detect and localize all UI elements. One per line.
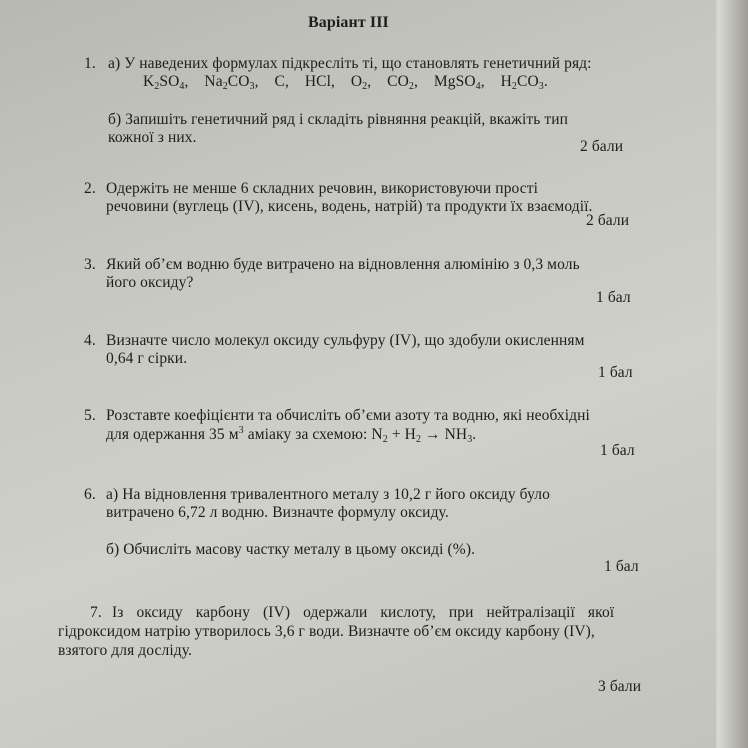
q7-line3: взятого для досліду. <box>58 642 193 659</box>
page-title: Варіант III <box>308 14 389 31</box>
q3-line1: Який об’єм водню буде витрачено на відновлення алюмінію з 0,3 моль <box>106 256 580 273</box>
q1-number: 1. <box>84 55 96 72</box>
q4-score: 1 бал <box>598 364 633 381</box>
q2-line1: Одержіть не менше 6 складних речовин, використовуючи прості <box>106 180 539 197</box>
q7-score: 3 бали <box>598 678 642 695</box>
q6-part-b: б) Обчисліть масову частку металу в цьому оксиді (%). <box>106 541 476 558</box>
q1-part-b-line1: б) Запишіть генетичний ряд і складіть рівняння реакцій, вкажіть тип <box>108 111 569 128</box>
q2-score: 2 бали <box>586 212 630 229</box>
q4-line1: Визначте число молекул оксиду сульфуру (IV), що здобули окисленням <box>106 332 585 349</box>
q7-number: 7. <box>90 604 102 621</box>
q6-part-a-line1: а) На відновлення тривалентного металу з 10,2 г його оксиду було <box>106 486 550 503</box>
q2-number: 2. <box>84 180 96 197</box>
q6-score: 1 бал <box>604 558 639 575</box>
q5-score: 1 бал <box>600 442 635 459</box>
q6-part-a-line2: витрачено 6,72 л водню. Визначте формулу оксиду. <box>106 504 449 521</box>
q5-line1: Розставте коефіцієнти та обчисліть об’єми азоту та водню, які необхідні <box>106 407 590 424</box>
q3-line2: його оксиду? <box>106 274 194 291</box>
q1-score: 2 бали <box>580 138 624 155</box>
q7-line1: Із оксиду карбону (IV) одержали кислоту, при нейтралізації якої <box>112 604 615 621</box>
q1-formulas: $K_2SO_4$, $Na_2CO_3$, C, HCl, $O_2$, $CO_2$, MgSO$_4$, $H_2CO_3$. <box>143 73 548 92</box>
q6-number: 6. <box>84 486 96 503</box>
q5-number: 5. <box>84 407 96 424</box>
q5-line2: для одержання 35 $м^3$ аміаку за схемою: $N_2 + H_2 \to NH_3$. <box>106 425 477 445</box>
q3-score: 1 бал <box>596 289 631 306</box>
q1-part-b-line2: кожної з них. <box>108 129 197 146</box>
q4-line2: 0,64 г сірки. <box>106 350 188 367</box>
q7-line2: гідроксидом натрію утворилось 3,6 г води. Визначте об’єм оксиду карбону (IV), <box>58 623 595 640</box>
q4-number: 4. <box>84 332 96 349</box>
q2-line2: речовини (вуглець (IV), кисень, водень, натрій) та продукти їх взаємодії. <box>106 198 593 215</box>
q3-number: 3. <box>84 256 96 273</box>
q1-part-a: а) У наведених формулах підкресліть ті, що становлять генетичний ряд: <box>108 55 592 72</box>
